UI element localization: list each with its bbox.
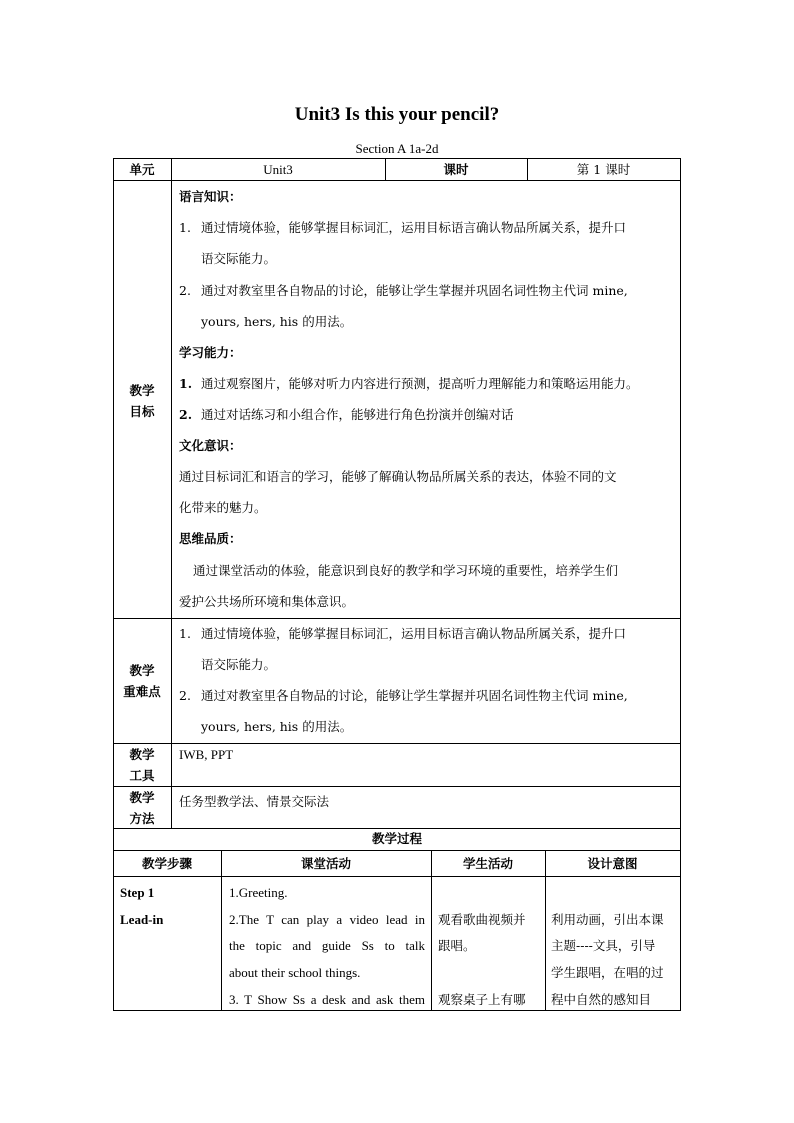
row-divider: [113, 743, 681, 744]
activity-line: 1.Greeting.: [229, 885, 288, 900]
learning-item-1: [179, 376, 639, 392]
column-header-activity: 课堂活动: [300, 856, 351, 871]
methods-label-line2: 方法: [129, 811, 155, 826]
period-value: 第 1 课时: [576, 162, 631, 177]
column-divider: [545, 850, 546, 1011]
design-intent-line: 主题----文具，引导: [551, 938, 656, 953]
row-divider: [113, 786, 681, 787]
column-divider: [431, 850, 432, 1011]
item-number: 2.: [179, 407, 193, 422]
language-item-2-cont: yours, hers, his 的用法。: [201, 314, 353, 329]
item-number: 1.: [179, 626, 191, 641]
culture-text-line2: 化带来的魅力。: [179, 500, 267, 515]
student-activity-line: 跟唱。: [438, 938, 476, 953]
culture-text-line1: 通过目标词汇和语言的学习，能够了解确认物品所属关系的表达，体验不同的文: [179, 469, 617, 484]
language-item-2: [179, 283, 628, 299]
activity-line: 2.The T can play a video lead in: [229, 912, 425, 927]
objectives-label-line1: 教学: [129, 383, 155, 398]
language-heading: 语言知识：: [179, 189, 242, 204]
activity-line: about their school things.: [229, 965, 361, 980]
key-points-label: [113, 660, 171, 702]
activity-line: 3. T Show Ss a desk and ask them: [229, 992, 425, 1007]
design-intent-line: 程中自然的感知目: [551, 992, 652, 1007]
document-title: Unit3 Is this your pencil?: [294, 104, 500, 125]
column-header-student: 学生活动: [462, 856, 513, 871]
key-point-item-1: [179, 626, 626, 642]
learning-heading: 学习能力：: [179, 345, 242, 360]
methods-value: 任务型教学法、情景交际法: [179, 794, 330, 809]
item-number: 2.: [179, 283, 191, 298]
student-activity-line: 观看歌曲视频并: [438, 912, 526, 927]
row-divider: [113, 828, 681, 829]
objectives-label-line2: 目标: [129, 404, 155, 419]
row-divider: [113, 850, 681, 851]
objectives-label: [113, 380, 171, 422]
lesson-plan-table: [113, 158, 681, 1011]
culture-heading: 文化意识：: [179, 438, 242, 453]
table-border: [113, 158, 114, 1011]
item-text: 通过情境体验，能够掌握目标词汇，运用目标语言确认物品所属关系，提升口: [201, 626, 627, 641]
column-header-step: 教学步骤: [141, 856, 192, 871]
table-border: [113, 158, 681, 159]
key-point-item-2-cont: yours, hers, his 的用法。: [201, 719, 353, 734]
item-number: 1.: [179, 220, 191, 235]
thinking-heading: 思维品质：: [179, 531, 242, 546]
tools-label: [113, 744, 171, 786]
unit-value: Unit3: [263, 162, 293, 177]
methods-label: [113, 787, 171, 829]
design-intent-line: 利用动画，引出本课: [551, 912, 664, 927]
methods-label-line1: 教学: [129, 790, 155, 805]
item-number: 2.: [179, 688, 191, 703]
tools-value: IWB, PPT: [179, 747, 234, 762]
learning-item-2: [179, 407, 514, 423]
row-divider: [113, 180, 681, 181]
item-text: 通过观察图片，能够对听力内容进行预测，提高听力理解能力和策略运用能力。: [201, 376, 639, 391]
step-name: Lead-in: [120, 912, 164, 927]
design-intent-line: 学生跟唱，在唱的过: [551, 965, 664, 980]
activity-line: the topic and guide Ss to talk: [229, 938, 425, 953]
table-border: [680, 158, 681, 1011]
key-points-label-line2: 重难点: [123, 684, 161, 699]
key-point-item-1-cont: 语交际能力。: [201, 657, 277, 672]
language-item-1: [179, 220, 626, 236]
column-header-intent: 设计意图: [587, 856, 638, 871]
item-text: 通过对教室里各自物品的讨论，能够让学生掌握并巩固名词性物主代词 mine,: [201, 688, 628, 703]
language-item-1-cont: 语交际能力。: [201, 251, 277, 266]
table-border: [113, 1010, 681, 1011]
thinking-text-line1: 通过课堂活动的体验，能意识到良好的教学和学习环境的重要性，培养学生们: [193, 563, 619, 578]
column-divider: [171, 158, 172, 828]
item-text: 通过对话练习和小组合作，能够进行角色扮演并创编对话: [201, 407, 514, 422]
period-label: 课时: [443, 162, 469, 177]
key-points-label-line1: 教学: [129, 663, 155, 678]
process-heading: 教学过程: [371, 831, 422, 846]
step-label: Step 1: [120, 885, 155, 900]
tools-label-line2: 工具: [129, 768, 155, 783]
column-divider: [221, 850, 222, 1011]
thinking-text-line2: 爱护公共场所环境和集体意识。: [179, 594, 355, 609]
row-divider: [113, 618, 681, 619]
student-activity-line: 观察桌子上有哪: [438, 992, 526, 1007]
item-number: 1.: [179, 376, 193, 391]
tools-label-line1: 教学: [129, 747, 155, 762]
row-divider: [113, 876, 681, 877]
item-text: 通过对教室里各自物品的讨论，能够让学生掌握并巩固名词性物主代词 mine,: [201, 283, 628, 298]
unit-label: 单元: [129, 162, 155, 177]
key-point-item-2: [179, 688, 628, 704]
item-text: 通过情境体验，能够掌握目标词汇，运用目标语言确认物品所属关系，提升口: [201, 220, 627, 235]
document-subtitle: Section A 1a-2d: [355, 141, 439, 156]
